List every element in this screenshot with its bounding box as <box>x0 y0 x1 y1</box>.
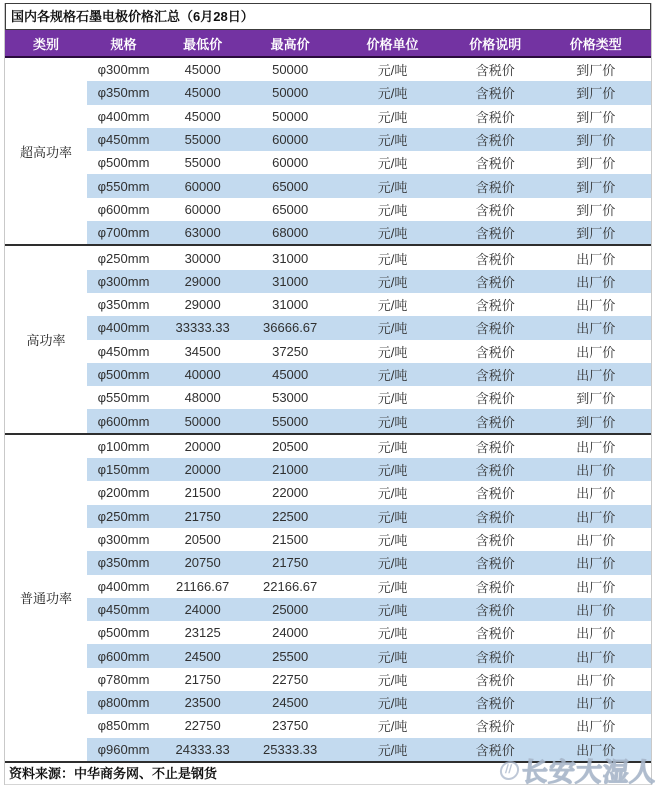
cell-max: 22750 <box>272 671 309 687</box>
cell-max: 23750 <box>272 718 309 734</box>
table-row <box>5 316 651 339</box>
cell-unit: 元/吨 <box>377 109 408 125</box>
cell-type: 出厂价 <box>540 738 651 762</box>
cell-min: 21166.67 <box>176 578 230 594</box>
cell-max: 25000 <box>245 598 335 621</box>
cell-note: 含税价 <box>475 672 515 688</box>
cell-note: 含税价 <box>475 156 515 172</box>
category-cell: 超高功率 <box>5 57 87 245</box>
cell-unit: 元/吨 <box>377 672 408 688</box>
column-header-3: 最低价 <box>160 30 245 57</box>
cell-min: 21750 <box>160 505 245 528</box>
cell-type: 到厂价 <box>576 202 616 218</box>
cell-max: 55000 <box>245 409 335 433</box>
cell-spec: φ100mm <box>87 434 160 458</box>
cell-type: 出厂价 <box>576 719 616 735</box>
cell-max: 31000 <box>245 245 335 269</box>
cell-spec: φ600mm <box>87 644 160 667</box>
cell-type: 到厂价 <box>540 128 651 151</box>
cell-note: 含税价 <box>475 344 515 360</box>
cell-unit: 元/吨 <box>377 156 408 172</box>
cell-max: 20500 <box>245 434 335 458</box>
cell-note: 含税价 <box>475 533 515 549</box>
column-header-4: 最高价 <box>245 30 335 57</box>
cell-spec: φ450mm <box>97 343 150 359</box>
cell-unit: 元/吨 <box>335 738 450 762</box>
cell-unit: 元/吨 <box>335 691 450 714</box>
cell-spec: φ800mm <box>87 691 160 714</box>
cell-type: 出厂价 <box>540 245 651 269</box>
cell-min: 24500 <box>160 644 245 667</box>
cell-unit: 元/吨 <box>335 644 450 667</box>
cell-unit: 元/吨 <box>377 626 408 642</box>
cell-note: 含税价 <box>475 298 515 314</box>
table-row <box>5 528 651 551</box>
cell-unit: 元/吨 <box>335 458 450 481</box>
table-row <box>5 551 651 574</box>
cell-unit: 元/吨 <box>335 221 450 245</box>
cell-min: 21500 <box>184 485 221 501</box>
cell-note: 含税价 <box>475 63 515 79</box>
cell-max: 37250 <box>272 343 309 359</box>
cell-spec: φ200mm <box>97 485 150 501</box>
table-row <box>5 105 651 128</box>
cell-type: 到厂价 <box>576 156 616 172</box>
cell-unit: 元/吨 <box>335 128 450 151</box>
table-row <box>5 409 651 433</box>
cell-min: 60000 <box>184 201 221 217</box>
cell-note: 含税价 <box>475 579 515 595</box>
cell-max: 22166.67 <box>263 578 318 594</box>
cell-max: 22000 <box>272 485 309 501</box>
cell-type: 出厂价 <box>540 316 651 339</box>
cell-unit: 元/吨 <box>377 719 408 735</box>
cell-max: 22500 <box>245 505 335 528</box>
cell-unit: 元/吨 <box>377 202 408 218</box>
table-row <box>5 505 651 528</box>
cell-unit: 元/吨 <box>377 486 408 502</box>
cell-min: 20500 <box>184 532 221 548</box>
cell-max: 36666.67 <box>245 316 335 339</box>
cell-note: 含税价 <box>450 551 540 574</box>
table-row <box>5 386 651 409</box>
cell-max: 31000 <box>245 270 335 293</box>
table-row <box>5 293 651 316</box>
cell-spec: φ450mm <box>87 598 160 621</box>
table-row <box>5 363 651 386</box>
cell-note: 含税价 <box>475 202 515 218</box>
cell-min: 21750 <box>184 671 221 687</box>
cell-type: 出厂价 <box>576 672 616 688</box>
cell-note: 含税价 <box>475 719 515 735</box>
cell-min: 22750 <box>184 718 221 734</box>
cell-unit: 元/吨 <box>335 505 450 528</box>
cell-max: 24500 <box>245 691 335 714</box>
cell-note: 含税价 <box>450 691 540 714</box>
cell-max: 21500 <box>272 532 309 548</box>
table-row <box>5 151 651 174</box>
cell-note: 含税价 <box>450 363 540 386</box>
watermark-text: 长安大湿人 <box>520 756 659 787</box>
cell-spec: φ700mm <box>87 221 160 245</box>
cell-type: 到厂价 <box>540 174 651 197</box>
cell-spec: φ150mm <box>87 458 160 481</box>
table-row <box>5 714 651 737</box>
cell-max: 68000 <box>245 221 335 245</box>
cell-max: 50000 <box>245 81 335 104</box>
cell-type: 出厂价 <box>576 298 616 314</box>
cell-max: 50000 <box>272 62 309 78</box>
cell-type: 到厂价 <box>576 391 616 407</box>
column-header-1: 类别 <box>5 30 87 57</box>
cell-min: 45000 <box>184 108 221 124</box>
cell-spec: φ500mm <box>87 363 160 386</box>
table-body <box>5 57 651 762</box>
cell-spec: φ500mm <box>97 155 150 171</box>
table-row <box>5 174 651 197</box>
cell-note: 含税价 <box>450 128 540 151</box>
cell-spec: φ960mm <box>87 738 160 762</box>
cell-max: 60000 <box>245 128 335 151</box>
column-header-7: 价格类型 <box>540 30 651 57</box>
cell-unit: 元/吨 <box>377 344 408 360</box>
cell-type: 出厂价 <box>540 598 651 621</box>
cell-note: 含税价 <box>450 270 540 293</box>
cell-note: 含税价 <box>450 316 540 339</box>
table-row <box>5 738 651 762</box>
cell-note: 含税价 <box>450 644 540 667</box>
cell-type: 出厂价 <box>540 458 651 481</box>
cell-unit: 元/吨 <box>335 598 450 621</box>
cell-max: 45000 <box>245 363 335 386</box>
cell-type: 出厂价 <box>540 551 651 574</box>
cell-unit: 元/吨 <box>335 316 450 339</box>
cell-spec: φ300mm <box>97 62 150 78</box>
cell-note: 含税价 <box>450 505 540 528</box>
cell-spec: φ550mm <box>87 174 160 197</box>
cell-type: 出厂价 <box>540 270 651 293</box>
cell-note: 含税价 <box>450 245 540 269</box>
source-note: 资料来源：中华商务网、不止是钢货 <box>5 763 651 785</box>
cell-min: 55000 <box>160 128 245 151</box>
table-row <box>5 128 651 151</box>
cell-unit: 元/吨 <box>377 391 408 407</box>
cell-max: 50000 <box>272 108 309 124</box>
table-row <box>5 458 651 481</box>
table-row <box>5 598 651 621</box>
cell-min: 29000 <box>184 297 221 313</box>
cell-max: 60000 <box>272 155 309 171</box>
table-row <box>5 221 651 245</box>
cell-note: 含税价 <box>475 109 515 125</box>
table-row <box>5 434 651 458</box>
cell-type: 出厂价 <box>540 644 651 667</box>
cell-unit: 元/吨 <box>377 533 408 549</box>
header-row <box>5 30 651 57</box>
cell-spec: φ300mm <box>87 270 160 293</box>
cell-spec: φ300mm <box>97 532 150 548</box>
cell-min: 50000 <box>160 409 245 433</box>
cell-unit: 元/吨 <box>335 174 450 197</box>
cell-min: 23500 <box>160 691 245 714</box>
cell-max: 21750 <box>245 551 335 574</box>
cell-note: 含税价 <box>450 409 540 433</box>
cell-spec: φ550mm <box>97 390 150 406</box>
cell-spec: φ400mm <box>97 578 150 594</box>
cell-type: 出厂价 <box>576 344 616 360</box>
cell-type: 到厂价 <box>576 63 616 79</box>
cell-type: 出厂价 <box>576 579 616 595</box>
cell-min: 24000 <box>160 598 245 621</box>
cell-max: 24000 <box>272 625 309 641</box>
table-row <box>5 57 651 81</box>
cell-max: 21000 <box>245 458 335 481</box>
cell-type: 到厂价 <box>540 221 651 245</box>
cell-type: 出厂价 <box>576 626 616 642</box>
cell-min: 24333.33 <box>160 738 245 762</box>
cell-unit: 元/吨 <box>335 245 450 269</box>
table-row <box>5 245 651 269</box>
cell-note: 含税价 <box>450 598 540 621</box>
table-row <box>5 621 651 644</box>
cell-type: 出厂价 <box>540 691 651 714</box>
cell-note: 含税价 <box>450 458 540 481</box>
cell-spec: φ600mm <box>97 201 150 217</box>
cell-min: 20000 <box>160 434 245 458</box>
cell-spec: φ250mm <box>87 245 160 269</box>
cell-unit: 元/吨 <box>377 298 408 314</box>
price-table <box>5 30 651 763</box>
cell-spec: φ350mm <box>87 81 160 104</box>
table-row <box>5 575 651 598</box>
cell-type: 出厂价 <box>540 505 651 528</box>
cell-type: 出厂价 <box>540 363 651 386</box>
cell-note: 含税价 <box>475 391 515 407</box>
cell-type: 到厂价 <box>540 409 651 433</box>
table-title: 国内各规格石墨电极价格汇总（6月28日） <box>5 3 651 30</box>
cell-type: 出厂价 <box>576 486 616 502</box>
cell-note: 含税价 <box>450 738 540 762</box>
cell-max: 25333.33 <box>245 738 335 762</box>
cell-unit: 元/吨 <box>335 434 450 458</box>
table-row <box>5 198 651 221</box>
cell-spec: φ850mm <box>97 718 150 734</box>
table-row <box>5 481 651 504</box>
cell-min: 34500 <box>184 343 221 359</box>
table-row <box>5 340 651 363</box>
cell-min: 29000 <box>160 270 245 293</box>
cell-spec: φ780mm <box>97 671 150 687</box>
cell-min: 23125 <box>184 625 221 641</box>
cell-unit: 元/吨 <box>335 363 450 386</box>
category-cell: 高功率 <box>5 245 87 433</box>
table-row <box>5 81 651 104</box>
column-header-5: 价格单位 <box>335 30 450 57</box>
cell-type: 出厂价 <box>576 533 616 549</box>
cell-spec: φ400mm <box>97 108 150 124</box>
column-header-6: 价格说明 <box>450 30 540 57</box>
cell-spec: φ600mm <box>87 409 160 433</box>
cell-unit: 元/吨 <box>335 409 450 433</box>
cell-min: 30000 <box>160 245 245 269</box>
cell-min: 33333.33 <box>160 316 245 339</box>
cell-type: 出厂价 <box>540 434 651 458</box>
table-row <box>5 644 651 667</box>
column-header-2: 规格 <box>87 30 160 57</box>
cell-type: 到厂价 <box>576 109 616 125</box>
cell-unit: 元/吨 <box>335 270 450 293</box>
price-sheet <box>4 3 659 787</box>
cell-spec: φ500mm <box>97 625 150 641</box>
cell-max: 65000 <box>272 201 309 217</box>
table-row <box>5 270 651 293</box>
cell-min: 20000 <box>160 458 245 481</box>
table-row <box>5 668 651 691</box>
cell-min: 48000 <box>184 390 221 406</box>
cell-spec: φ450mm <box>87 128 160 151</box>
cell-min: 63000 <box>160 221 245 245</box>
cell-min: 60000 <box>160 174 245 197</box>
cell-spec: φ350mm <box>87 551 160 574</box>
cell-note: 含税价 <box>450 434 540 458</box>
cell-min: 20750 <box>160 551 245 574</box>
cell-max: 53000 <box>272 390 309 406</box>
cell-note: 含税价 <box>450 221 540 245</box>
category-cell: 普通功率 <box>5 434 87 762</box>
cell-spec: φ350mm <box>97 297 150 313</box>
cell-max: 25500 <box>245 644 335 667</box>
cell-unit: 元/吨 <box>377 63 408 79</box>
cell-min: 45000 <box>160 81 245 104</box>
cell-unit: 元/吨 <box>335 551 450 574</box>
cell-min: 40000 <box>160 363 245 386</box>
cell-note: 含税价 <box>475 626 515 642</box>
cell-note: 含税价 <box>450 81 540 104</box>
cell-unit: 元/吨 <box>377 579 408 595</box>
cell-note: 含税价 <box>450 174 540 197</box>
cell-min: 55000 <box>184 155 221 171</box>
cell-min: 45000 <box>184 62 221 78</box>
cell-type: 到厂价 <box>540 81 651 104</box>
cell-max: 31000 <box>272 297 309 313</box>
cell-unit: 元/吨 <box>335 81 450 104</box>
cell-note: 含税价 <box>475 486 515 502</box>
cell-spec: φ400mm <box>87 316 160 339</box>
cell-max: 65000 <box>245 174 335 197</box>
cell-spec: φ250mm <box>87 505 160 528</box>
table-row <box>5 691 651 714</box>
